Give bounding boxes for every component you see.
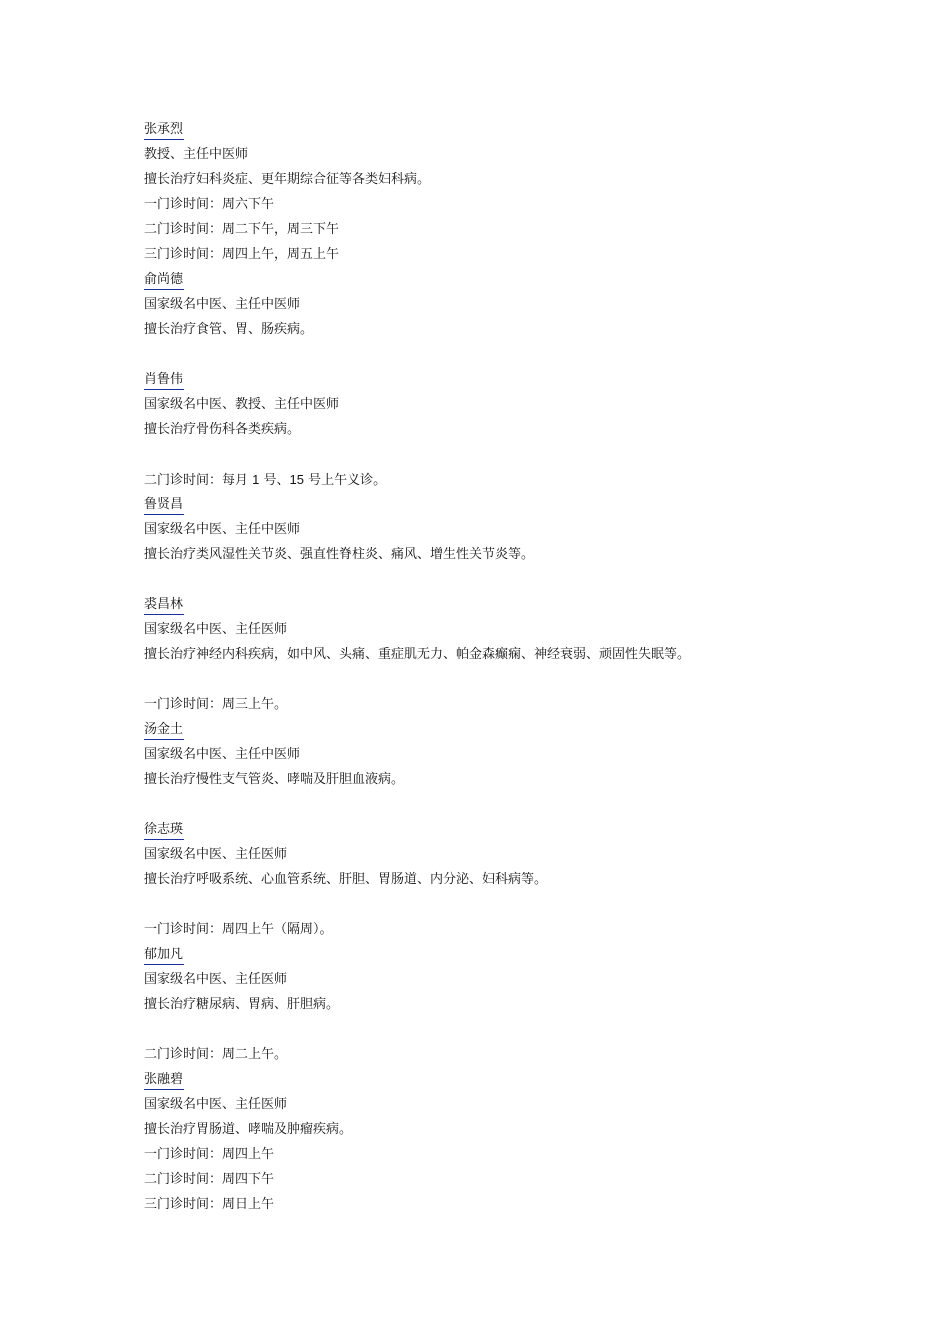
doctor-title: 国家级名中医、主任医师 bbox=[144, 847, 288, 862]
doctor-title: 国家级名中医、主任医师 bbox=[144, 972, 288, 987]
doctor-specialty: 擅长治疗食管、胃、肠疾病。 bbox=[144, 322, 314, 337]
doctor-name-link[interactable]: 张承烈 bbox=[144, 121, 184, 140]
doctor-title: 国家级名中医、主任中医师 bbox=[144, 297, 301, 312]
doctor-title: 国家级名中医、主任医师 bbox=[144, 622, 288, 637]
doctor-specialty: 擅长治疗呼吸系统、心血管系统、肝胆、胃肠道、内分泌、妇科病等。 bbox=[144, 872, 548, 887]
doctor-title: 国家级名中医、主任中医师 bbox=[144, 522, 301, 537]
doctor-list bbox=[144, 117, 904, 1217]
doctor-specialty: 擅长治疗糖尿病、胃病、肝胆病。 bbox=[144, 997, 340, 1012]
doctor-specialty: 擅长治疗妇科炎症、更年期综合征等各类妇科病。 bbox=[144, 172, 431, 187]
clinic-time: 二门诊时间：周二下午，周三下午 bbox=[144, 222, 340, 237]
doctor-name-link[interactable]: 汤金土 bbox=[144, 721, 184, 740]
clinic-day-number: 15 bbox=[289, 472, 305, 487]
doctor-name-link[interactable]: 鲁贤昌 bbox=[144, 496, 184, 515]
spacer bbox=[144, 567, 904, 592]
doctor-name-row bbox=[144, 367, 904, 392]
spacer bbox=[144, 892, 904, 917]
doctor-name-row bbox=[144, 592, 904, 617]
doctor-title: 国家级名中医、教授、主任中医师 bbox=[144, 397, 340, 412]
clinic-time: 二门诊时间：周四下午 bbox=[144, 1172, 275, 1187]
clinic-time: 三门诊时间：周日上午 bbox=[144, 1197, 275, 1212]
doctor-specialty: 擅长治疗慢性支气管炎、哮喘及肝胆血液病。 bbox=[144, 772, 405, 787]
doctor-name-link[interactable]: 徐志瑛 bbox=[144, 821, 184, 840]
doctor-name-row bbox=[144, 492, 904, 517]
clinic-time: 二门诊时间：周二上午。 bbox=[144, 1047, 288, 1062]
doctor-specialty: 擅长治疗类风湿性关节炎、强直性脊柱炎、痛风、增生性关节炎等。 bbox=[144, 547, 535, 562]
doctor-title: 国家级名中医、主任中医师 bbox=[144, 747, 301, 762]
spacer bbox=[144, 667, 904, 692]
doctor-title: 国家级名中医、主任医师 bbox=[144, 1097, 288, 1112]
doctor-name-row bbox=[144, 267, 904, 292]
doctor-title: 教授、主任中医师 bbox=[144, 147, 249, 162]
clinic-time-suffix: 号上午义诊。 bbox=[308, 473, 387, 488]
clinic-time: 一门诊时间：周四上午 bbox=[144, 1147, 275, 1162]
doctor-name-row bbox=[144, 117, 904, 142]
doctor-name-link[interactable]: 肖鲁伟 bbox=[144, 371, 184, 390]
doctor-name-row bbox=[144, 817, 904, 842]
doctor-name-link[interactable]: 俞尚德 bbox=[144, 271, 184, 290]
doctor-name-link[interactable]: 张融碧 bbox=[144, 1071, 184, 1090]
clinic-time: 三门诊时间：周四上午，周五上午 bbox=[144, 247, 340, 262]
doctor-name-row bbox=[144, 1067, 904, 1092]
spacer bbox=[144, 1017, 904, 1042]
clinic-time: 一门诊时间：周六下午 bbox=[144, 197, 275, 212]
doctor-specialty: 擅长治疗神经内科疾病，如中风、头痛、重症肌无力、帕金森癫痫、神经衰弱、顽固性失眠等。 bbox=[144, 647, 691, 662]
doctor-name-row bbox=[144, 942, 904, 967]
clinic-time-prefix: 二门诊时间：每月 bbox=[144, 473, 249, 488]
doctor-name-link[interactable]: 郁加凡 bbox=[144, 946, 184, 965]
clinic-time: 一门诊时间：周四上午（隔周）。 bbox=[144, 922, 333, 937]
clinic-day-number: 1 bbox=[252, 472, 260, 487]
doctor-name-link[interactable]: 裘昌林 bbox=[144, 596, 184, 615]
clinic-time-sep: 号、 bbox=[263, 473, 290, 488]
doctor-specialty: 擅长治疗胃肠道、哮喘及肿瘤疾病。 bbox=[144, 1122, 353, 1137]
clinic-time: 一门诊时间：周三上午。 bbox=[144, 697, 288, 712]
doctor-specialty: 擅长治疗骨伤科各类疾病。 bbox=[144, 422, 301, 437]
doctor-name-row bbox=[144, 717, 904, 742]
spacer bbox=[144, 442, 904, 467]
spacer bbox=[144, 792, 904, 817]
clinic-time bbox=[144, 467, 904, 492]
spacer bbox=[144, 342, 904, 367]
